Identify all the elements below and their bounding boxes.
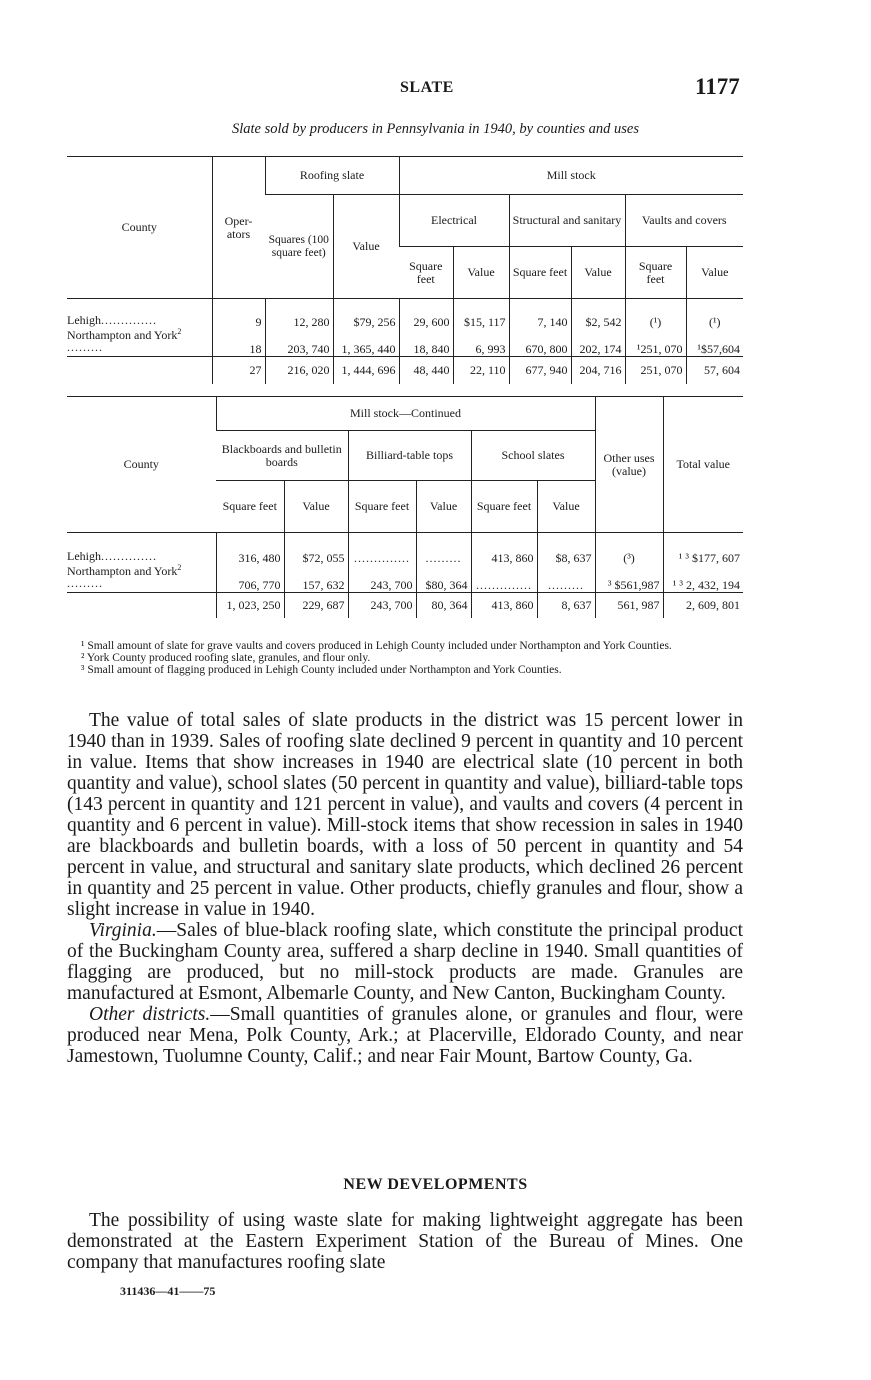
footer-printing-code: 311436—41——75 [120, 1284, 216, 1298]
row-county-northampton-york: Northampton and York$^2$......... [67, 562, 182, 590]
row-county-lehigh: Lehigh.............. [67, 312, 157, 327]
cell-total-struct-value: 204, 716 [571, 356, 625, 384]
row-county-lehigh: Lehigh.............. [67, 548, 157, 563]
cell-total-bb-value: 229, 687 [284, 592, 348, 618]
paragraph-sales-summary: The value of total sales of slate products in the district was 15 percent lower in 1940 than in 1939. Sales of roofing slate declined 9 percent in quantity and 10 percent in value. Items that show increases in 1940 are electrical slate (10 percent in both quantity and value), school slates (50 percent in quantity and value), billiard-table tops (143 percent in quantity and 121 percent in value), and vaults and covers (4 percent in quantity and 6 percent in value). Mill-stock items that show recession in sales in 1940 are blackboards and bulletin boards, with a loss of 50 percent in quantity and 54 percent in value, and structural and sanitary slate products, which declined 26 percent in quantity and 25 percent in value. Other products, chiefly granules and flour, show a slight increase in value in 1940. [67, 710, 743, 920]
running-title: SLATE [400, 79, 454, 96]
total-row [67, 356, 743, 384]
cell-struct-value: $2, 542 [571, 299, 625, 329]
header-bill-value: Value [416, 481, 471, 533]
footnote: ¹ Small amount of slate for grave vaults and covers produced in Lehigh County included under Northampton and York Counties. [81, 640, 672, 652]
cell-bb-value: 157, 632 [284, 565, 348, 593]
cell-vault-value: ¹$57,604 [686, 329, 743, 357]
cell-operators: 18 [212, 329, 265, 357]
header-billiard-tops: Billiard-table tops [348, 431, 471, 481]
header-bb-sqft: Square feet [216, 481, 284, 533]
cell-school-sqft: 413, 860 [471, 533, 537, 565]
cell-elec-sqft: 18, 840 [399, 329, 453, 357]
cell-bill-sqft: .............. [348, 533, 416, 565]
cell-grand-total: 2, 609, 801 [663, 592, 743, 618]
cell-bill-value: ......... [416, 533, 471, 565]
footnotes [67, 640, 747, 676]
header-operators: Oper-ators [212, 157, 265, 299]
paragraph-other-districts: Other districts.—Small quantities of granules alone, or granules and flour, were produced near Mena, Polk County, Ark.; at Placerville, Eldorado County, and near Jamestown, Tuolumne County, Calif.; and near Fair Mount, Bartow County, Ga. [67, 1004, 743, 1067]
footnote: ² York County produced roofing slate, granules, and flour only. [81, 652, 371, 664]
cell-total-value: ¹ ³ $177, 607 [663, 533, 743, 565]
header-school-value: Value [537, 481, 595, 533]
header-vault-value: Value [686, 247, 743, 299]
header-other-uses: Other uses (value) [595, 397, 663, 533]
header-structural-sanitary: Structural and sanitary [509, 195, 625, 247]
header-blackboards: Blackboards and bulletin boards [216, 431, 348, 481]
header-total-value: Total value [663, 397, 743, 533]
cell-vault-sqft: ¹251, 070 [625, 329, 686, 357]
row-county-northampton-york: Northampton and York$^2$......... [67, 326, 182, 354]
cell-school-value: $8, 637 [537, 533, 595, 565]
paragraph-virginia: Virginia.—Sales of blue-black roofing slate, which constitute the principal product of the Buckingham County area, suffered a sharp decline in 1940. Small quantities of flagging are produced, but no mill-stock products are made. Granules are manufactured at Esmont, Albemarle County, and New Canton, Buckingham County. [67, 920, 743, 1004]
cell-total-school-value: 8, 637 [537, 592, 595, 618]
cell-total-bb-sqft: 1, 023, 250 [216, 592, 284, 618]
cell-total-bill-value: 80, 364 [416, 592, 471, 618]
cell-elec-sqft: 29, 600 [399, 299, 453, 329]
header-elec-sqft: Square feet [399, 247, 453, 299]
header-school-slates: School slates [471, 431, 595, 481]
cell-struct-sqft: 7, 140 [509, 299, 571, 329]
total-row [67, 592, 743, 618]
cell-total-roofing-value: 1, 444, 696 [333, 356, 399, 384]
table-title: Slate sold by producers in Pennsylvania in 1940, by counties and uses [231, 121, 639, 137]
header-bill-sqft: Square feet [348, 481, 416, 533]
cell-bill-value: $80, 364 [416, 565, 471, 593]
cell-total-value: ¹ ³ 2, 432, 194 [663, 565, 743, 593]
body-text [67, 710, 743, 1067]
header-roofing-slate: Roofing slate [265, 157, 399, 195]
cell-struct-sqft: 670, 800 [509, 329, 571, 357]
cell-squares: 12, 280 [265, 299, 333, 329]
cell-total-vault-sqft: 251, 070 [625, 356, 686, 384]
cell-bb-sqft: 316, 480 [216, 533, 284, 565]
header-roofing-value: Value [333, 195, 399, 299]
cell-operators: 9 [212, 299, 265, 329]
cell-other-uses: (³) [595, 533, 663, 565]
cell-school-value: ......... [537, 565, 595, 593]
paragraph-new-developments: The possibility of using waste slate for making lightweight aggregate has been demonstrated at the Eastern Experiment Station of the Bureau of Mines. One company that manufactures roofing slate [67, 1210, 743, 1273]
cell-total-elec-sqft: 48, 440 [399, 356, 453, 384]
other-districts-lead: Other districts. [89, 1004, 211, 1025]
cell-bb-value: $72, 055 [284, 533, 348, 565]
cell-bb-sqft: 706, 770 [216, 565, 284, 593]
virginia-lead: Virginia. [89, 920, 157, 941]
cell-total-other: 561, 987 [595, 592, 663, 618]
header-county: County [67, 157, 212, 299]
cell-total-operators: 27 [212, 356, 265, 384]
header-county: County [67, 397, 216, 533]
cell-vault-sqft: (¹) [625, 299, 686, 329]
cell-roofing-value: $79, 256 [333, 299, 399, 329]
footnote: ³ Small amount of flagging produced in Lehigh County included under Northampton and York Counties. [81, 664, 562, 676]
header-struct-sqft: Square feet [509, 247, 571, 299]
header-elec-value: Value [453, 247, 509, 299]
cell-total-squares: 216, 020 [265, 356, 333, 384]
cell-school-sqft: .............. [471, 565, 537, 593]
cell-bill-sqft: 243, 700 [348, 565, 416, 593]
header-school-sqft: Square feet [471, 481, 537, 533]
header-vault-sqft: Square feet [625, 247, 686, 299]
table-mill-stock-continued [67, 396, 743, 618]
header-squares: Squares (100 square feet) [265, 195, 333, 299]
cell-elec-value: $15, 117 [453, 299, 509, 329]
cell-other-uses: ³ $561,987 [595, 565, 663, 593]
header-mill-stock: Mill stock [399, 157, 743, 195]
header-vaults-covers: Vaults and covers [625, 195, 743, 247]
header-mill-stock-continued: Mill stock—Continued [216, 397, 595, 431]
cell-elec-value: 6, 993 [453, 329, 509, 357]
cell-total-vault-value: 57, 604 [686, 356, 743, 384]
header-bb-value: Value [284, 481, 348, 533]
section-heading: NEW DEVELOPMENTS [343, 1176, 528, 1193]
table-roofing-mill-stock [67, 156, 743, 384]
page-number: 1177 [695, 74, 740, 99]
cell-squares: 203, 740 [265, 329, 333, 357]
header-struct-value: Value [571, 247, 625, 299]
body-text-new-developments [67, 1210, 743, 1273]
cell-total-bill-sqft: 243, 700 [348, 592, 416, 618]
cell-total-elec-value: 22, 110 [453, 356, 509, 384]
cell-vault-value: (¹) [686, 299, 743, 329]
cell-total-school-sqft: 413, 860 [471, 592, 537, 618]
cell-roofing-value: 1, 365, 440 [333, 329, 399, 357]
header-electrical: Electrical [399, 195, 509, 247]
cell-total-struct-sqft: 677, 940 [509, 356, 571, 384]
cell-struct-value: 202, 174 [571, 329, 625, 357]
